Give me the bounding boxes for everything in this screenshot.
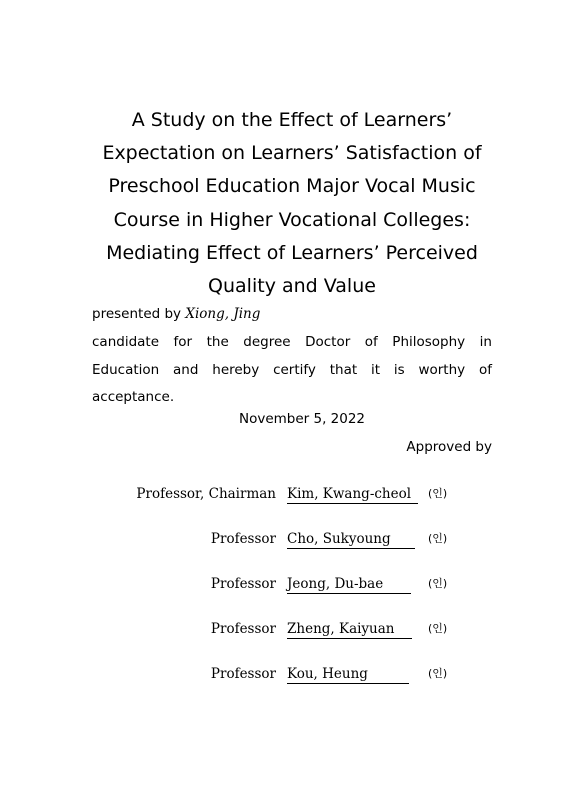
committee-row [0, 572, 584, 596]
approved-by-label: Approved by [406, 439, 492, 455]
title-line: Expectation on Learners’ Satisfaction of [102, 142, 482, 165]
certification-line: Education and hereby certify that it is worthy of [92, 361, 492, 378]
certification-line: candidate for the degree Doctor of Philosophy in [92, 334, 492, 350]
approval-date: November 5, 2022 [238, 411, 366, 427]
certification-paragraph [92, 329, 492, 412]
committee-role: Professor, Chairman [136, 486, 276, 502]
committee-signature-line: Kim, Kwang-cheol [287, 482, 418, 504]
committee-signature-line: Zheng, Kaiyuan [287, 617, 412, 639]
committee-signature-line: Cho, Sukyoung [287, 527, 415, 549]
title-line: Preschool Education Major Vocal Music [108, 175, 476, 198]
title-line: Mediating Effect of Learners’ Perceived [106, 241, 478, 264]
title-line: A Study on the Effect of Learners’ [131, 109, 453, 131]
committee-row-chairman [0, 482, 584, 506]
committee-row [0, 662, 584, 686]
presented-by-line [92, 305, 492, 323]
certification-line: acceptance. [92, 389, 175, 405]
committee-row [0, 527, 584, 551]
committee-role: Professor [210, 531, 276, 547]
seal-mark: (인) [428, 622, 448, 635]
committee-signature-line: Jeong, Du-bae [287, 572, 411, 594]
seal-mark: (인) [428, 487, 448, 500]
author-name: Xiong, Jing [185, 306, 261, 322]
dissertation-title [60, 104, 524, 303]
seal-mark: (인) [428, 577, 448, 590]
title-line: Quality and Value [208, 275, 376, 298]
seal-mark: (인) [428, 667, 448, 680]
presented-prefix: presented by [92, 306, 182, 322]
committee-row [0, 617, 584, 641]
committee-role: Professor [210, 576, 276, 592]
committee-role: Professor [210, 666, 276, 682]
title-line: Course in Higher Vocational Colleges: [113, 208, 471, 231]
committee-signature-line: Kou, Heung [287, 662, 409, 684]
seal-mark: (인) [428, 532, 448, 545]
committee-role: Professor [210, 621, 276, 637]
